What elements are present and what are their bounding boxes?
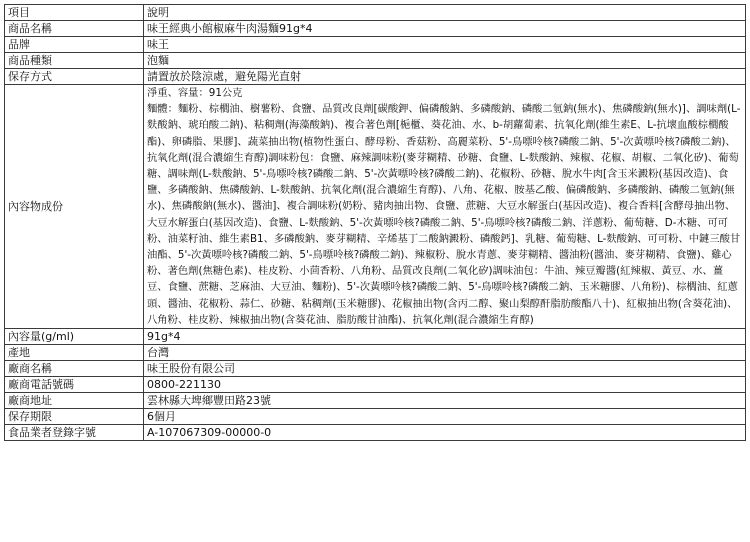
header-value-cell: 說明 [144, 5, 746, 21]
product-spec-table [4, 4, 746, 441]
table-row-shelf-life [5, 409, 746, 425]
row-label: 保存方式 [5, 69, 144, 85]
table-header-row [5, 5, 746, 21]
row-value: 請置放於陰涼處，避免陽光直射 [144, 69, 746, 85]
table-row-ingredients [5, 85, 746, 329]
ingredients-label: 內容物成份 [5, 85, 144, 329]
net-weight-text: 淨重、容量：91公克 [147, 87, 243, 99]
table-row-storage [5, 69, 746, 85]
row-value: 雲林縣大埤鄉豐田路23號 [144, 393, 746, 409]
table-row-manufacturer [5, 361, 746, 377]
row-label: 廠商地址 [5, 393, 144, 409]
table-row-category [5, 53, 746, 69]
row-label: 廠商電話號碼 [5, 377, 144, 393]
table-row-capacity [5, 329, 746, 345]
row-label: 廠商名稱 [5, 361, 144, 377]
row-label: 內容量(g/ml) [5, 329, 144, 345]
row-label: 保存期限 [5, 409, 144, 425]
row-value: 味王股份有限公司 [144, 361, 746, 377]
table-row-brand [5, 37, 746, 53]
table-row-registration [5, 425, 746, 441]
row-value: 0800-221130 [144, 377, 746, 393]
row-value: 台灣 [144, 345, 746, 361]
row-label: 食品業者登錄字號 [5, 425, 144, 441]
row-label: 商品名稱 [5, 21, 144, 37]
table-row-address [5, 393, 746, 409]
ingredients-text: 麵體：麵粉、棕櫚油、樹薯粉、食鹽、品質改良劑[碳酸鉀、偏磷酸鈉、多磷酸鈉、磷酸二氫鈉(無水)、焦磷酸鈉(無水)]、調味劑(L-麩酸鈉、琥珀酸二鈉)、粘稠劑(海藻酸鈉)、複合著色劑[梔櫃、葵花油、水、b-胡蘿蔔素、抗氧化劑(維生素E、L-抗壞血酸棕櫚酸酯)、卵磷脂、果膠]、蔬菜抽出物(植物性蛋白、酵母粉、香菇粉、高麗菜粉、5'-鳥嘌呤核?磷酸二鈉、5'-次黃嘌呤核?磷酸二鈉)、抗氧化劑(混合濃縮生育醇)調味粉包：食鹽、麻辣調味粉(麥芽糊精、砂糖、食鹽、L-麩酸鈉、辣椒、花椒、胡椒、二氧化矽)、葡萄糖、調味劑(L-麩酸鈉、5'-鳥嘌呤核?磷酸二鈉、5'-次黃嘌呤核?磷酸二鈉)、花椒粉、砂糖、脫水牛肉[含玉米澱粉(基因改造)、食鹽、多磷酸鈉、焦磷酸鈉、L-麩酸鈉、抗氧化劑(混合濃縮生育醇)、八角、花椒、胺基乙酸、偏磷酸鈉、多磷酸鈉、磷酸二氫鈉(無水)、焦磷酸鈉(無水)、醬油]、複合調味粉(奶粉、豬肉抽出物、食鹽、蔗糖、大豆水解蛋白(基因改造)、複合香料[含酵母抽出物、大豆水解蛋白(基因改造)、食鹽、L-麩酸鈉、5'-次黃嘌呤核?磷酸二鈉、5'-鳥嘌呤核?磷酸二鈉、洋蔥粉、葡萄糖、D-木糖、可可粉、油菜籽油、維生素B1、多磷酸鈉、麥芽糊精、辛烯基丁二酸鈉澱粉、磷酸鈣]、乳糖、葡萄糖、L-麩酸鈉、可可粉、中鏈三酸甘油酯、5'-次黃嘌呤核?磷酸二鈉、5'-鳥嘌呤核?磷酸二鈉)、辣椒粉、脫水青蔥、麥芽糊精、醬油粉(醬油、麥芽糊精、食鹽)、雞心粉、著色劑(焦糖色素)、桂皮粉、小茴香粉、八角粉、品質改良劑(二氧化矽)調味油包：牛油、辣豆瓣醬(紅辣椒、黃豆、水、薑豆、食鹽、蔗糖、芝麻油、大豆油、麵粉)、5'-次黃嘌呤核?磷酸二鈉、5'-鳥嘌呤核?磷酸二鈉、玉米糖膠、八角粉)、棕櫚油、紅蔥頭、醬油、花椒粉、蒜仁、砂糖、粘稠劑(玉米糖膠)、花椒抽出物(含丙二醇、聚山梨醇酐脂肪酸酯八十)、紅椒抽出物(含葵花油)、八角粉、桂皮粉、辣椒抽出物(含葵花油、脂肪酸甘油酯)、抗氧化劑(混合濃縮生育醇) [147, 103, 741, 326]
row-value: 味王經典小館椒麻牛肉湯麵91g*4 [144, 21, 746, 37]
table-row-phone [5, 377, 746, 393]
row-value: 味王 [144, 37, 746, 53]
row-value: 91g*4 [144, 329, 746, 345]
row-label: 品牌 [5, 37, 144, 53]
row-value: 6個月 [144, 409, 746, 425]
ingredients-value [144, 85, 746, 329]
header-label-cell: 項目 [5, 5, 144, 21]
table-row-product-name [5, 21, 746, 37]
table-row-origin [5, 345, 746, 361]
row-value: A-107067309-00000-0 [144, 425, 746, 441]
row-value: 泡麵 [144, 53, 746, 69]
row-label: 產地 [5, 345, 144, 361]
row-label: 商品種類 [5, 53, 144, 69]
